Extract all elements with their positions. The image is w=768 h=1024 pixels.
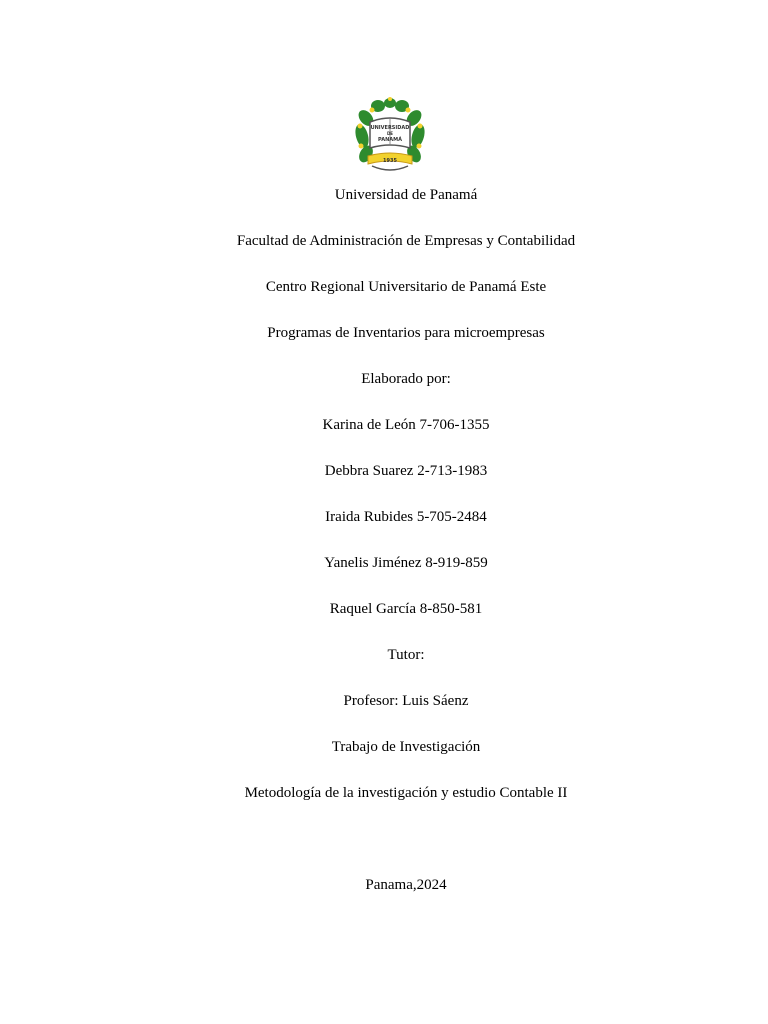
faculty-name: Facultad de Administración de Empresas y Contabilidad [236, 233, 576, 249]
document-title: Programas de Inventarios para microempresas [267, 325, 545, 341]
authors-heading: Elaborado por: [361, 371, 451, 387]
seal-year: 1935 [383, 158, 397, 164]
author-item: Karina de León 7-706-1355 [322, 417, 490, 433]
author-item: Raquel García 8-850-581 [329, 601, 483, 617]
author-item: Iraida Rubides 5-705-2484 [325, 509, 487, 525]
author-item: Yanelis Jiménez 8-919-859 [324, 555, 488, 571]
tutor-heading: Tutor: [387, 647, 425, 663]
place-and-date: Panama,2024 [365, 877, 447, 893]
course-name: Metodología de la investigación y estudio Contable II [244, 785, 568, 801]
work-type: Trabajo de Investigación [331, 739, 481, 755]
university-name: Universidad de Panamá [334, 187, 478, 203]
university-seal-icon [352, 96, 428, 180]
seal-text-top: UNIVERSIDAD [370, 125, 410, 131]
regional-center-name: Centro Regional Universitario de Panamá Este [265, 279, 547, 295]
author-item: Debbra Suarez 2-713-1983 [324, 463, 488, 479]
seal-text-bottom: PANAMÁ [378, 137, 402, 143]
seal-text-mid: DE [386, 131, 394, 136]
tutor-name: Profesor: Luis Sáenz [343, 693, 469, 709]
